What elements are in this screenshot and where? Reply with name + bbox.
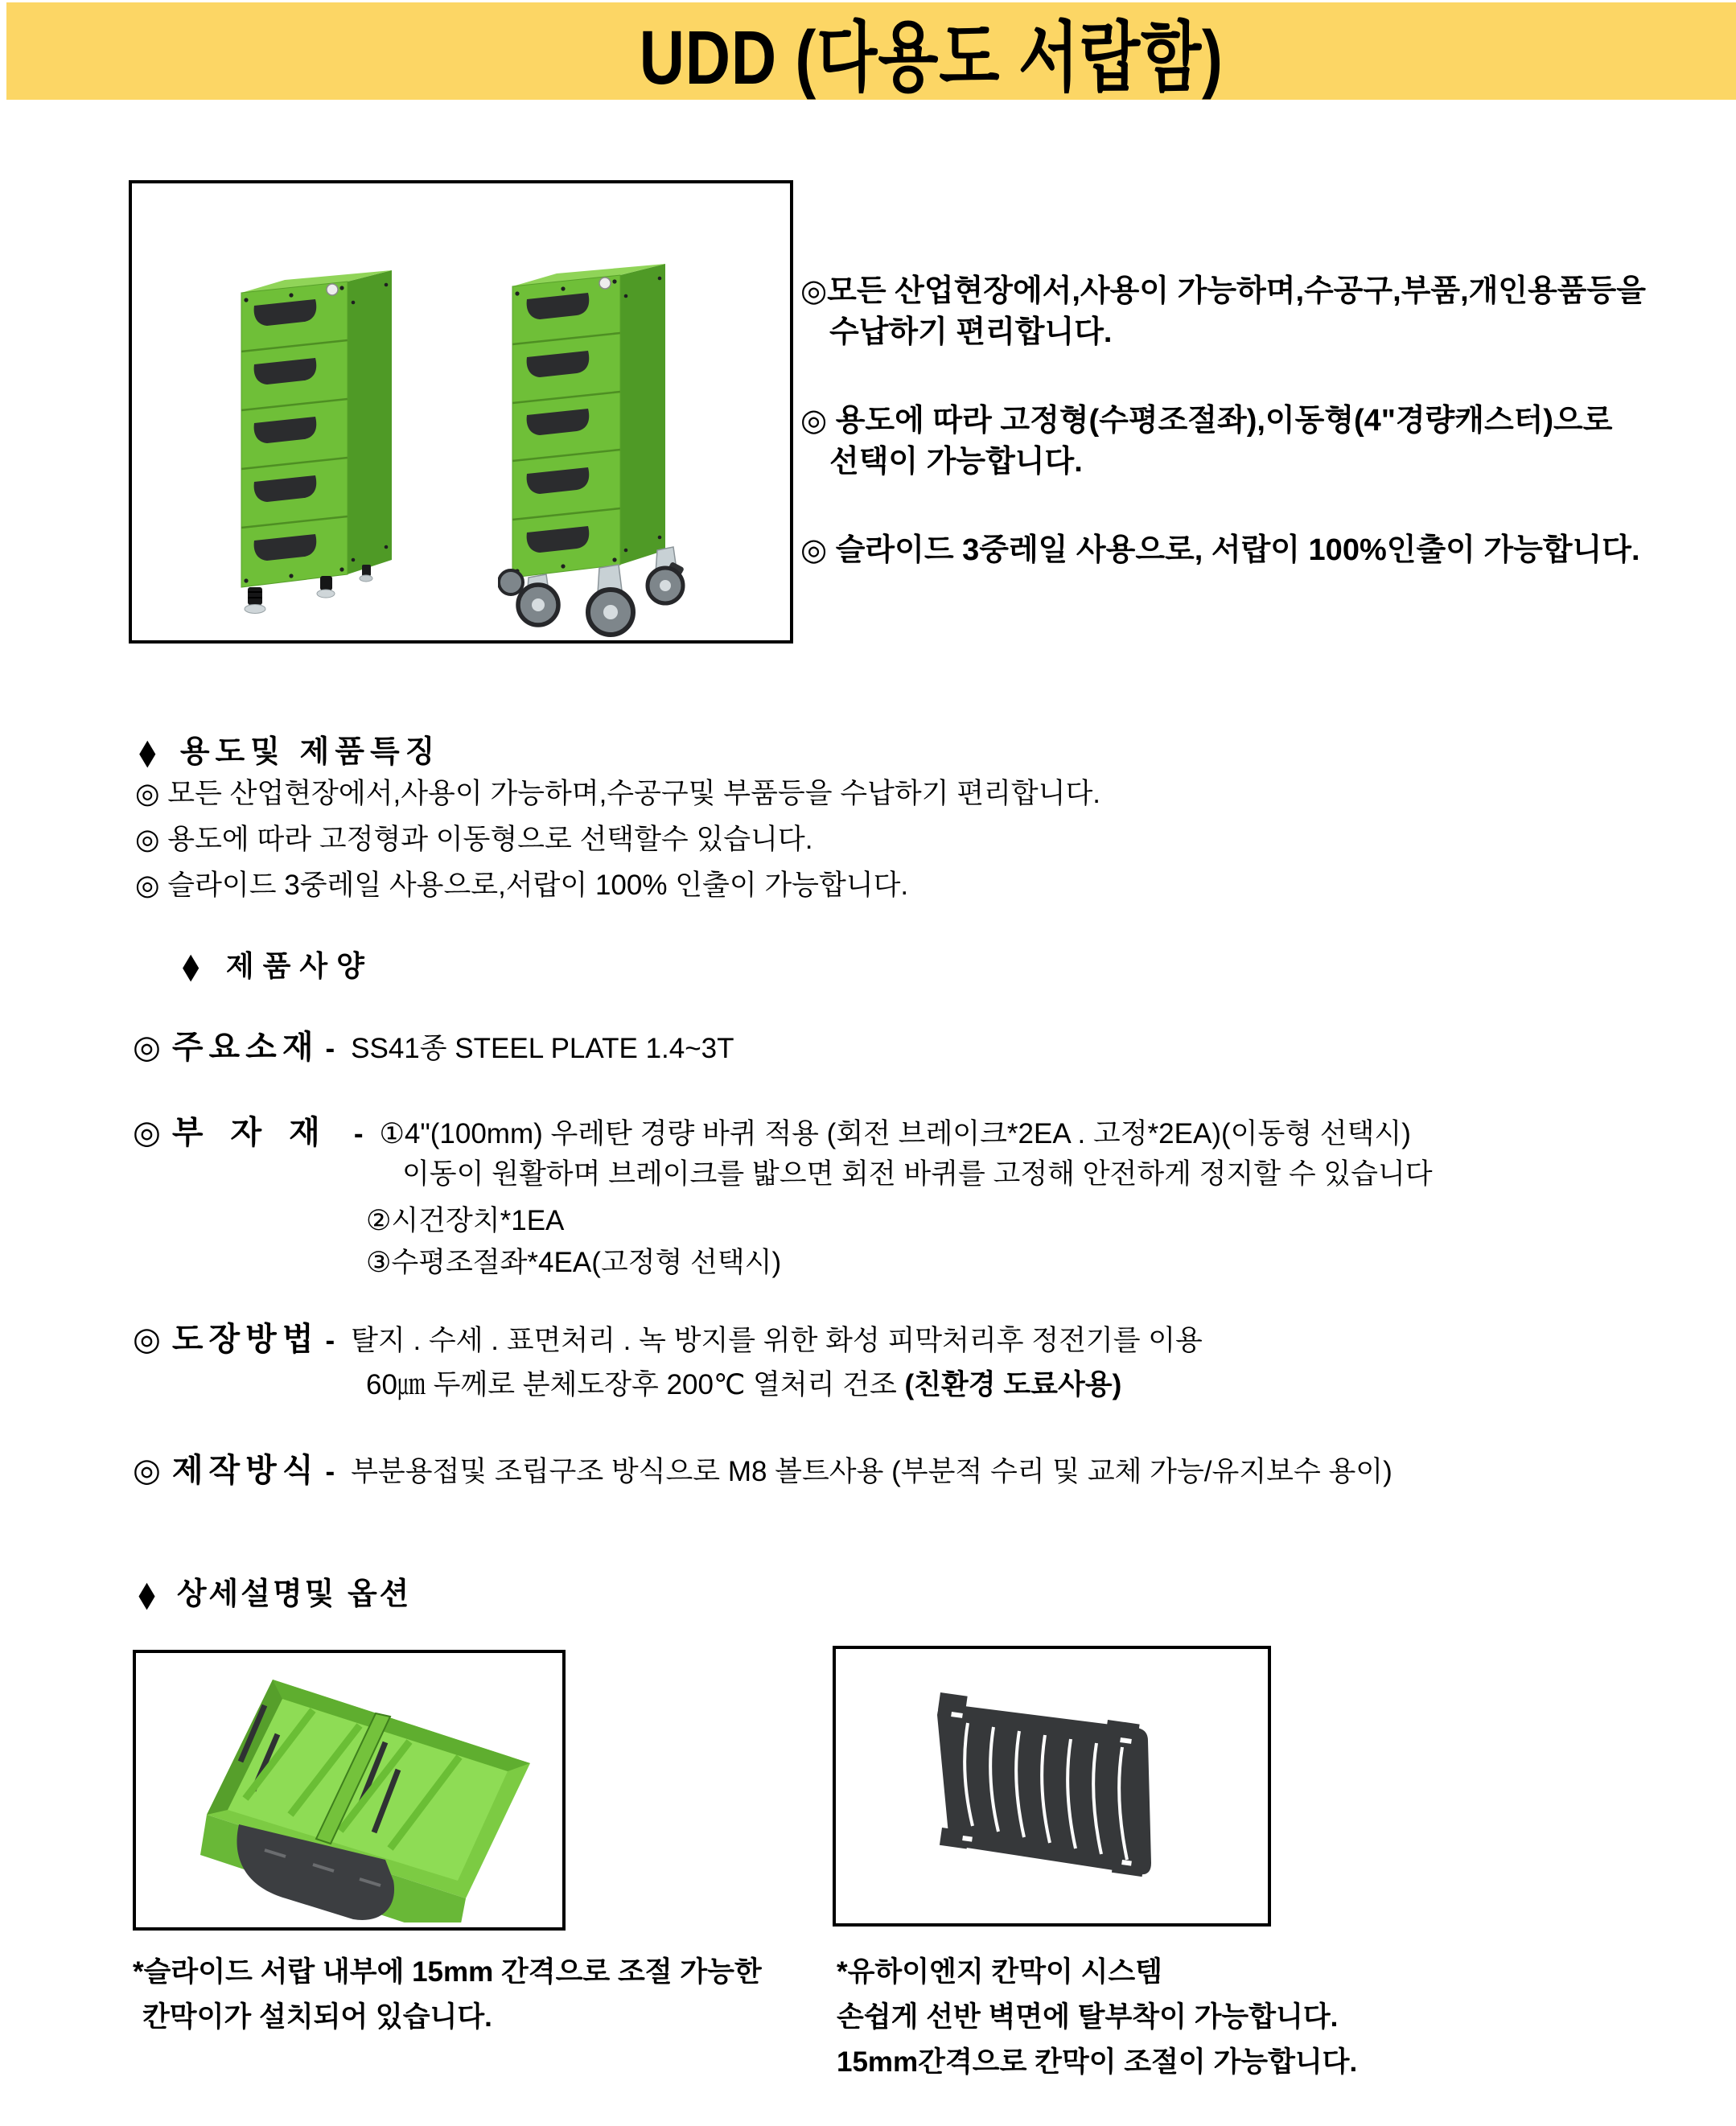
left-option-caption: *슬라이드 서랍 내부에 15mm 간격으로 조절 가능한 칸막이가 설치되어 있습니다. [133, 1956, 762, 2033]
feature-item: ◎ 슬라이드 3중레일 사용으로,서랍이 100% 인출이 가능합니다. [135, 870, 909, 901]
spec-row-accessories: ◎ 부자재 - ①4"(100mm) 우레탄 경량 바퀴 적용 (회전 브레이크*2EA . 고정*2EA)(이동형 선택시) [133, 1115, 1411, 1150]
feature-item: ◎ 모든 산업현장에서,사용이 가능하며,수공구및 부품등을 수납하기 편리합니다. [135, 778, 1100, 809]
intro-bullet-3: ◎ 슬라이드 3중레일 사용으로, 서랍이 100%인출이 가능합니다. [800, 533, 1640, 567]
partition-illustration [882, 1655, 1220, 1917]
intro-bullets [800, 271, 1734, 619]
option-photo-partition [833, 1646, 1271, 1927]
spec-accessories-line2: 이동이 원활하며 브레이크를 밟으면 회전 바퀴를 고정해 안전하게 정지할 수 있습니다 [402, 1158, 1433, 1190]
product-photo-fixed-cabinet [227, 261, 402, 615]
specs-heading: ◆ 제품사양 [182, 946, 373, 985]
spec-accessories-line3: ②시건장치*1EA [366, 1205, 565, 1236]
title-banner [6, 2, 1736, 100]
spec-painting-line2: 60㎛ 두께로 분체도장후 200℃ 열처리 건조 (친환경 도료사용) [366, 1369, 1122, 1400]
circle-bullet-icon: ◎ [133, 1322, 161, 1357]
product-photo-box [129, 180, 793, 644]
feature-item: ◎ 용도에 따라 고정형과 이동형으로 선택할수 있습니다. [135, 824, 813, 855]
circle-bullet-icon: ◎ [133, 1453, 161, 1488]
page-title: UDD (다용도 서랍함) [639, 14, 1224, 101]
details-heading: ◆ 상세설명및 옵션 [138, 1574, 412, 1614]
right-option-caption: *유하이엔지 칸막이 시스템 손쉽게 선반 벽면에 탈부착이 가능합니다. 15mm간격으로 칸막이 조절이 가능합니다. [837, 1956, 1358, 2078]
diamond-bullet-icon: ◆ [138, 1574, 157, 1614]
diamond-bullet-icon: ◆ [139, 732, 159, 771]
spec-accessories-line4: ③수평조절좌*4EA(고정형 선택시) [366, 1247, 782, 1278]
circle-bullet-icon: ◎ [133, 1030, 161, 1065]
features-list [135, 771, 1100, 908]
diamond-bullet-icon: ◆ [182, 946, 204, 985]
spec-row-painting: ◎ 도장방법 - 탈지 . 수세 . 표면처리 . 녹 방지를 위한 화성 피막처리후 정전기를 이용 [133, 1322, 1203, 1357]
circle-bullet-icon: ◎ [133, 1115, 161, 1150]
option-photo-drawer-tray [133, 1650, 566, 1931]
intro-bullet-2: ◎ 용도에 따라 고정형(수평조절좌),이동형(4"경량캐스터)으로 선택이 가능합니다. [800, 404, 1613, 479]
product-photo-mobile-cabinet [498, 254, 691, 639]
spec-row-material: ◎ 주요소재 - SS41종 STEEL PLATE 1.4~3T [133, 1030, 734, 1065]
intro-bullet-1: ◎모든 산업현장에서,사용이 가능하며,수공구,부품,개인용품등을 수납하기 편리합니다. [800, 274, 1646, 349]
features-heading: ◆ 용도및 제품특징 [139, 732, 441, 771]
spec-row-construction: ◎ 제작방식 - 부분용접및 조립구조 방식으로 M8 볼트사용 (부분적 수리 및 교체 가능/유지보수 용이) [133, 1453, 1393, 1488]
drawer-tray-illustration [144, 1657, 554, 1922]
